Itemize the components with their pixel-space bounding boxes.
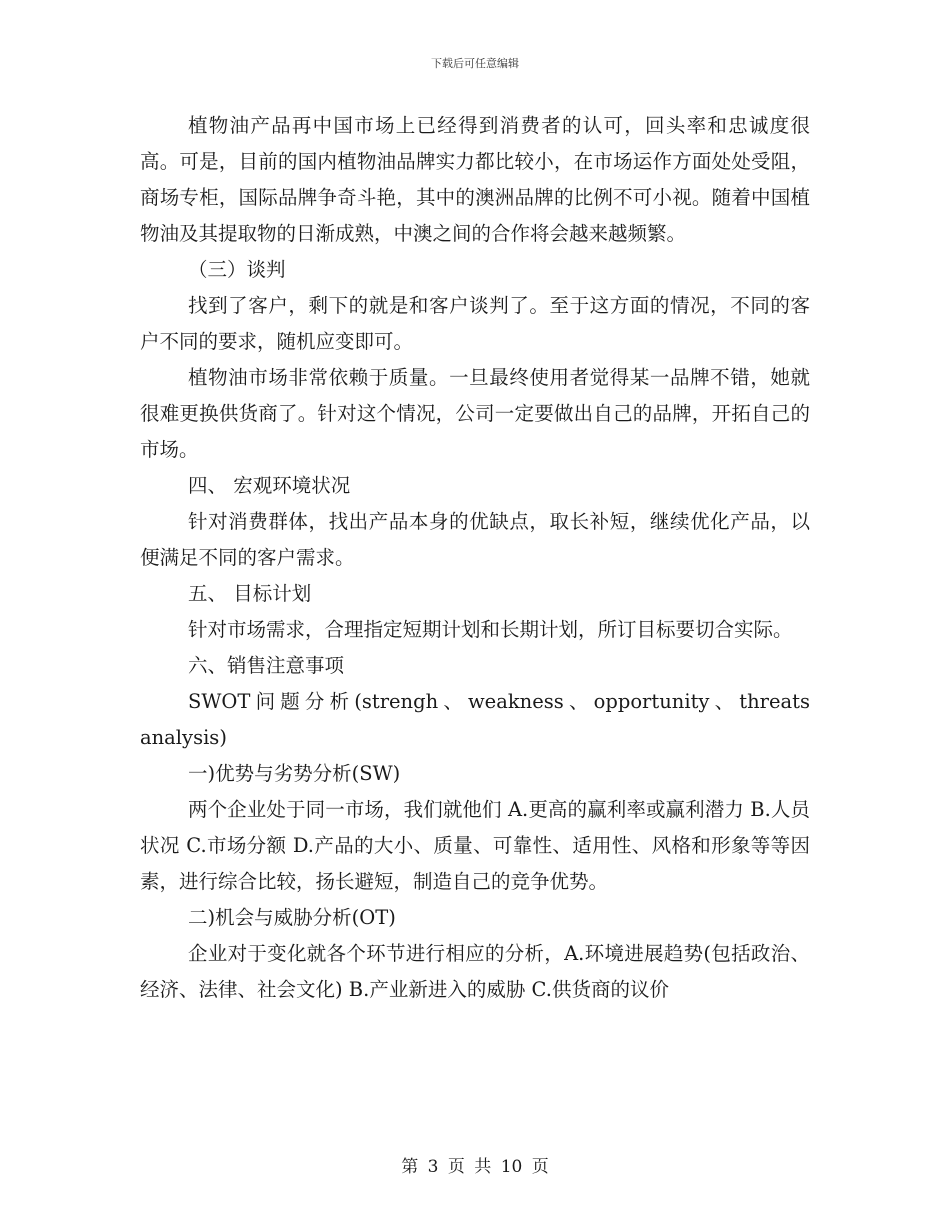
paragraph: 针对市场需求，合理指定短期计划和长期计划，所订目标要切合实际。 <box>188 618 793 641</box>
section-heading: 二)机会与威胁分析(OT) <box>188 906 396 929</box>
section-heading: 一)优势与劣势分析(SW) <box>188 762 401 785</box>
paragraph: SWOT问题分析(strengh、weakness、opportunity、threats analysis) <box>140 690 810 749</box>
section-heading: 五、 目标计划 <box>188 582 312 605</box>
section-heading: 六、销售注意事项 <box>188 654 345 677</box>
paragraph: 企业对于变化就各个环节进行相应的分析，A.环境进展趋势(包括政治、经济、法律、社会文化) B.产业新进入的威胁 C.供货商的议价 <box>140 942 810 1001</box>
paragraph: 植物油产品再中国市场上已经得到消费者的认可，回头率和忠诚度很高。可是，目前的国内植物油品牌实力都比较小，在市场运作方面处处受阻，商场专柜，国际品牌争奇斗艳，其中的澳洲品牌的比例不可小视。随着中国植物油及其提取物的日渐成熟，中澳之间的合作将会越来越频繁。 <box>140 114 810 245</box>
paragraph: 针对消费群体，找出产品本身的优缺点，取长补短，继续优化产品，以便满足不同的客户需求。 <box>140 510 810 569</box>
section-heading: 四、 宏观环境状况 <box>188 474 351 497</box>
document-body <box>140 108 810 1008</box>
page-header: 下载后可任意编辑 <box>431 57 519 70</box>
paragraph: 找到了客户，剩下的就是和客户谈判了。至于这方面的情况，不同的客户不同的要求，随机应变即可。 <box>140 294 810 353</box>
paragraph: 植物油市场非常依赖于质量。一旦最终使用者觉得某一品牌不错，她就很难更换供货商了。针对这个情况，公司一定要做出自己的品牌，开拓自己的市场。 <box>140 366 810 461</box>
page-footer: 第 3 页 共 10 页 <box>401 1157 549 1177</box>
paragraph: 两个企业处于同一市场，我们就他们 A.更高的赢利率或赢利潜力 B.人员状况 C.市场分额 D.产品的大小、质量、可靠性、适用性、风格和形象等等因素，进行综合比较，扬长避短，制造自己的竞争优势。 <box>140 798 810 893</box>
section-heading: （三）谈判 <box>188 258 286 281</box>
